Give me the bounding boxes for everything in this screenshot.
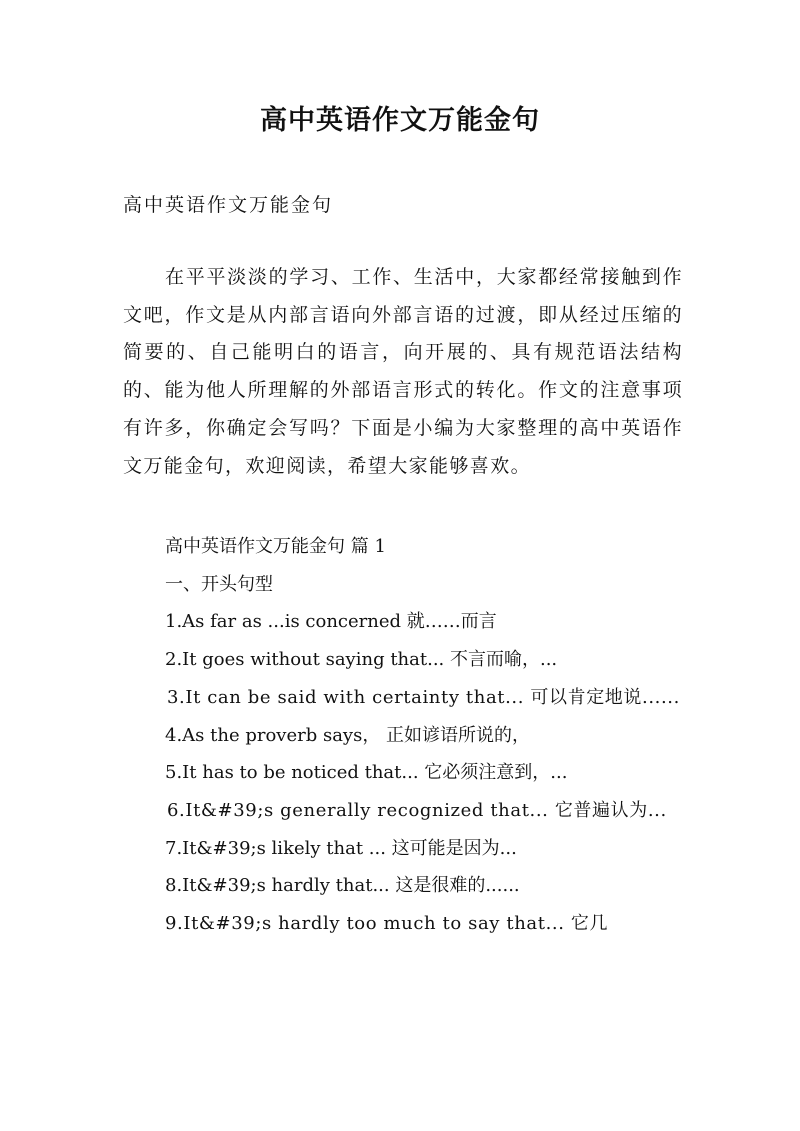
subsection-heading: 一、开头句型 bbox=[165, 573, 273, 595]
sentence-item: 5.It has to be noticed that... 它必须注意到，... bbox=[165, 762, 568, 784]
sentence-item: 9.It&#39;s hardly too much to say that... 它几 bbox=[165, 913, 609, 935]
sentence-item: 7.It&#39;s likely that ... 这可能是因为... bbox=[165, 837, 517, 859]
intro-paragraph: 在平平淡淡的学习、工作、生活中，大家都经常接触到作文吧，作文是从内部言语向外部言语的过渡，即从经过压缩的简要的、自己能明白的语言，向开展的、具有规范语法结构的、能为他人所理解的外部语言形式的转化。作文的注意事项有许多，你确定会写吗？下面是小编为大家整理的高中英语作文万能金句，欢迎阅读，希望大家能够喜欢。 bbox=[123, 266, 683, 477]
sentence-item: 6.It&#39;s generally recognized that... 它普遍认为... bbox=[167, 799, 667, 821]
sentence-item: 1.As far as ...is concerned 就……而言 bbox=[165, 611, 497, 633]
document-title: 高中英语作文万能金句 bbox=[260, 105, 540, 136]
sentence-item: 2.It goes without saying that... 不言而喻，... bbox=[165, 649, 558, 671]
sentence-item: 4.As the proverb says， 正如谚语所说的， bbox=[165, 724, 531, 746]
section-heading: 高中英语作文万能金句 篇 1 bbox=[165, 536, 386, 557]
article-body bbox=[123, 528, 683, 943]
sentence-item: 8.It&#39;s hardly that... 这是很难的...... bbox=[165, 875, 520, 897]
document-subtitle: 高中英语作文万能金句 bbox=[123, 194, 334, 216]
sentence-item: 3.It can be said with certainty that... 可以肯定地说...... bbox=[167, 686, 680, 708]
